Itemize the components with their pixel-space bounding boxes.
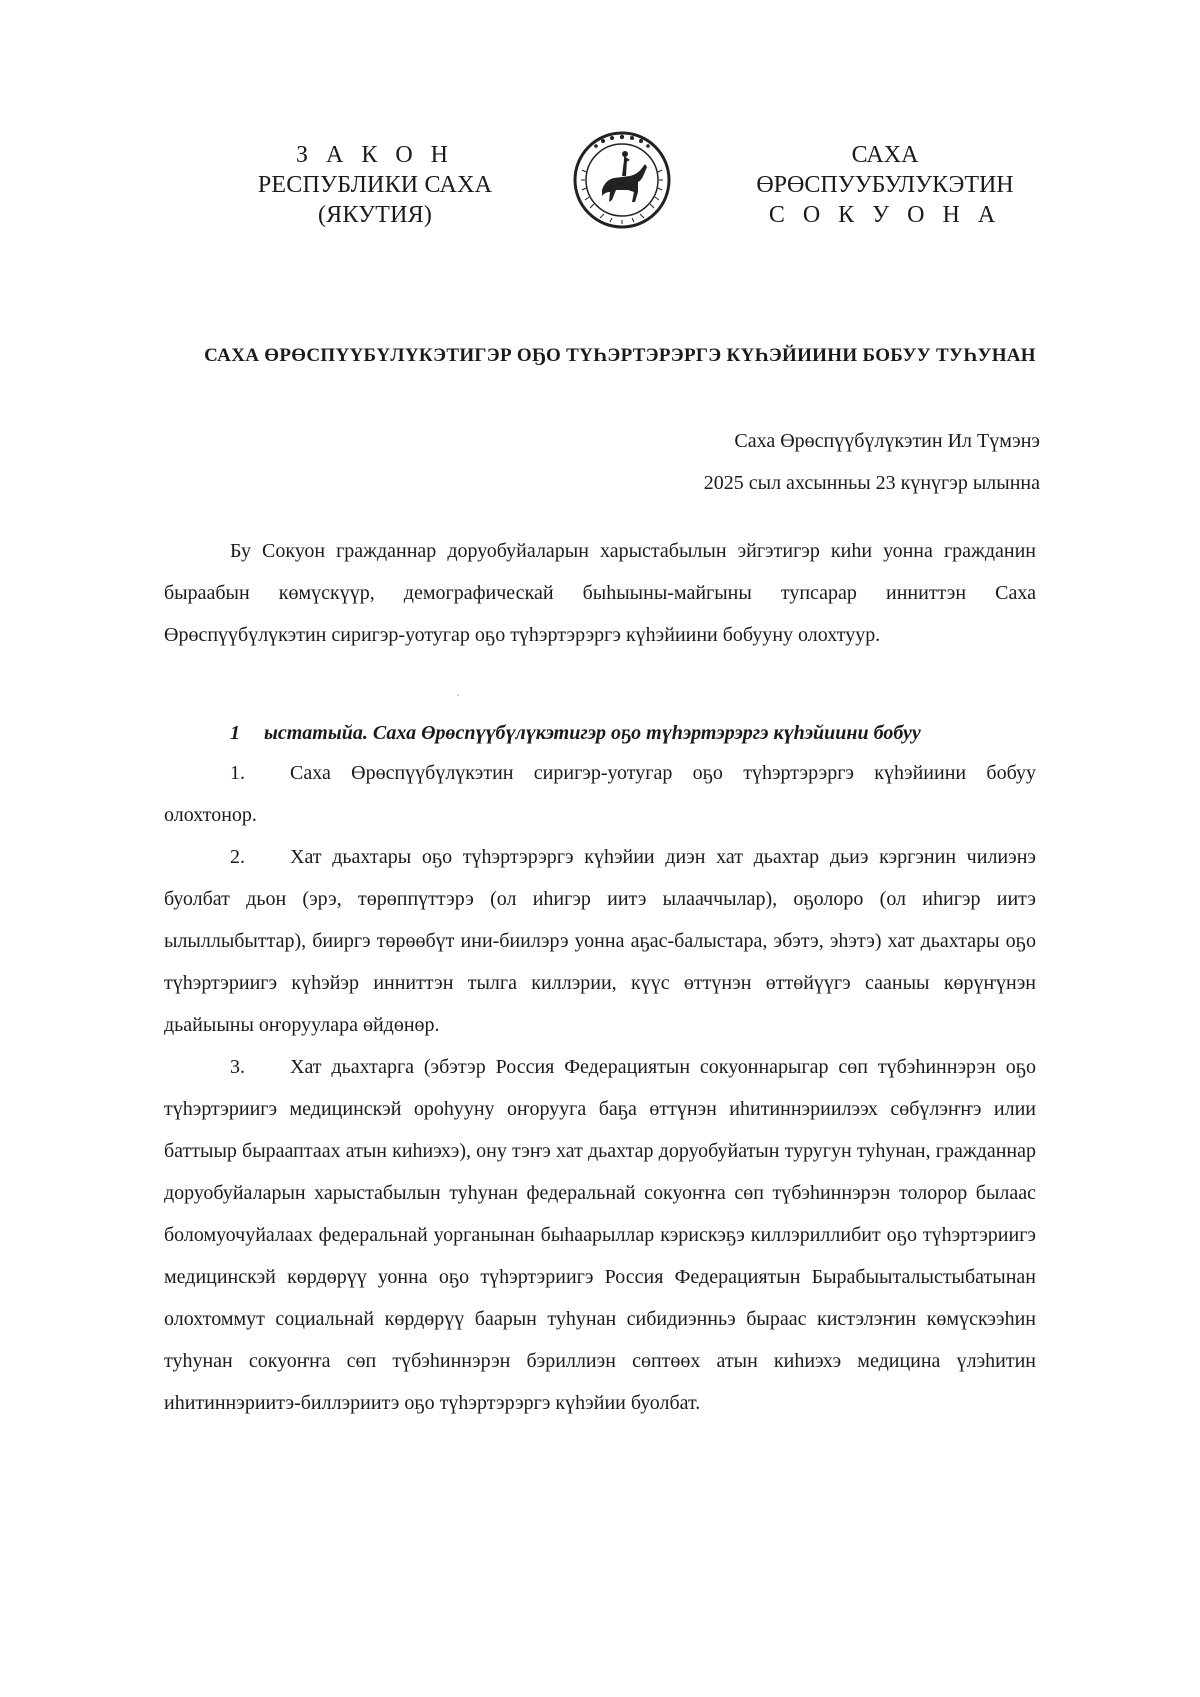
article-item: [164, 752, 1036, 836]
article-item: [164, 1046, 1036, 1424]
scan-speck: [457, 694, 459, 696]
header-left-line2: РЕСПУБЛИКИ САХА (ЯКУТИЯ): [257, 172, 493, 228]
law-title: САХА ӨРӨСПҮҮБҮЛҮКЭТИГЭР ОҔО ТҮҺЭРТЭРЭРГЭ КҮҺЭЙИИНИ БОБУУ ТУҺУНАН: [204, 345, 1036, 366]
item-text: Хат дьахтарга (эбэтэр Россия Федерациятын сокуоннарыгар сөп түбэһиннэрэн оҕо түһэртэриигэ медицинскэй ороһууну оҥорууга баҕа өттүнэн иһитиннэриилээх сөбүлэҥҥэ илии баттыыр бырааптаах атын киһиэхэ), ону тэҥэ хат дьахтар доруобуйатын туругун туһунан, гражданнар доруобуйаларын харыстабылын туһунан федеральнай сокуоҥҥа сөп түбэһиннэрэн толорор былаас боломуочуйалаах федеральнай уорганынан быһаарыллар кэрискэҕэ киллэриллибит оҕо түһэртэриигэ медицинскэй көрдөрүү уонна оҕо түһэртэриигэ Россия Федерациятын Бырабыыталыстыбатынан олохтоммут социальнай көрдөрүү баарын туһунан сибидиэнньэ быраас кистэлэҥин көмүскээһин туһунан сокуоҥҥа сөп түбэһиннэрэн бэриллиэн сөптөөх атын киһиэхэ медицина үлэһитин иһитиннэриитэ-биллэриитэ оҕо түһэртэрэргэ күһэйии буолбат.: [164, 1056, 1036, 1414]
adoption-info: [440, 420, 1040, 504]
coat-of-arms-emblem-icon: [572, 130, 672, 230]
article-title: ыстатыйа. Саха Өрөспүүбүлүкэтигэр оҕо түһэртэрэргэ күһэйиини бобуу: [264, 722, 921, 744]
item-number: 1.: [230, 762, 245, 784]
item-number: 2.: [230, 846, 245, 868]
header-left: [205, 140, 545, 230]
item-text: Хат дьахтары оҕо түһэртэрэргэ күһэйии диэн хат дьахтар дьиэ кэргэнин чилиэнэ буолбат дьон (эрэ, төрөппүттэрэ (ол иһигэр иитэ ылааччылар), оҕолоро (ол иһигэр иитэ ылыллыбыттар), бииргэ төрөөбүт ини-биилэрэ уонна аҕас-балыстара, эбэтэ, эһэтэ) хат дьахтары оҕо түһэртэриигэ күһэйэр инниттэн тылга киллэрии, күүс өттүнэн өттөйүүгэ сааныы көрүҥүнэн дьайыыны оҥоруулара өйдөнөр.: [164, 846, 1036, 1036]
article-heading: [230, 722, 1050, 745]
article-items: [164, 752, 1036, 1424]
header-right-line1: САХА ӨРӨСПУУБУЛУКЭТИН: [756, 142, 1014, 198]
item-number: 3.: [230, 1056, 245, 1078]
article-number: 1: [230, 722, 240, 744]
adoption-body: Саха Өрөспүүбүлүкэтин Ил Түмэнэ: [734, 430, 1040, 452]
header-right-line2: С О К У О Н А: [768, 202, 1002, 228]
article-item: [164, 836, 1036, 1046]
header-left-line1: З А К О Н: [295, 142, 455, 168]
adoption-date: 2025 сыл ахсынньы 23 күнүгэр ылынна: [703, 472, 1040, 494]
preamble-paragraph: Бу Сокуон гражданнар доруобуйаларын харыстабылын эйгэтигэр киһи уонна гражданин быраабын көмүскүүр, демографическай быһыыны-майгыны тупсарар инниттэн Саха Өрөспүүбүлүкэтин сиригэр-уотугар оҕо түһэртэрэргэ күһэйиини бобууну олохтуур.: [164, 540, 1036, 646]
header-right: [720, 140, 1050, 230]
item-text: Саха Өрөспүүбүлүкэтин сиригэр-уотугар оҕо түһэртэрэргэ күһэйиини бобуу олохтонор.: [164, 762, 1036, 826]
